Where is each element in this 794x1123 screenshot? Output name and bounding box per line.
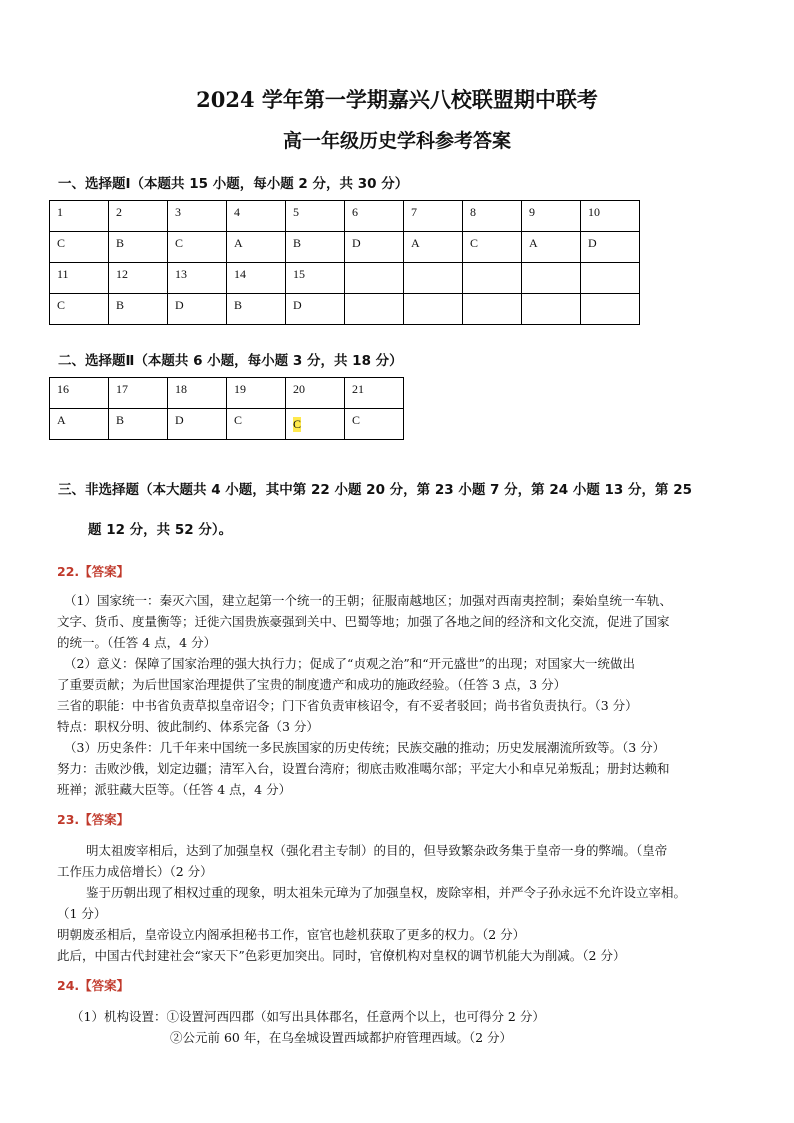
section1-cell bbox=[522, 263, 581, 294]
section2-cell bbox=[345, 378, 404, 409]
section1-cell bbox=[109, 263, 168, 294]
section1-cell-text: A bbox=[234, 236, 243, 250]
q23-line: 鉴于历朝出现了相权过重的现象，明太祖朱元璋为了加强皇权，废除宰相，并严令子孙永远不允许设立宰相。 bbox=[86, 885, 687, 900]
section1-cell bbox=[404, 232, 463, 263]
section2-cell bbox=[227, 409, 286, 440]
section2-cell bbox=[109, 409, 168, 440]
section1-cell bbox=[109, 232, 168, 263]
section2-cell-text: A bbox=[57, 413, 66, 427]
q23-line: 工作压力成倍增长）（2 分） bbox=[57, 864, 213, 879]
section1-cell-text: 11 bbox=[57, 267, 69, 281]
section2-cell bbox=[50, 409, 109, 440]
q22-line: （1）国家统一：秦灭六国，建立起第一个统一的王朝；征服南越地区；加强对西南夷控制；秦始皇统一车轨、 bbox=[64, 593, 672, 608]
section1-cell bbox=[522, 294, 581, 325]
section1-cell bbox=[50, 201, 109, 232]
section1-cell bbox=[227, 263, 286, 294]
section2-row bbox=[50, 378, 404, 409]
section1-cell bbox=[227, 201, 286, 232]
q24-line: ②公元前 60 年，在乌垒城设置西域都护府管理西域。（2 分） bbox=[170, 1030, 513, 1045]
section1-cell-text: B bbox=[116, 236, 125, 250]
q23-line: （1 分） bbox=[57, 906, 107, 921]
section1-cell-text: B bbox=[234, 298, 243, 312]
q22-line: （3）历史条件：几千年来中国统一多民族国家的历史传统；民族交融的推动；历史发展潮流所致等。（3 分） bbox=[64, 740, 666, 755]
section1-row bbox=[50, 201, 640, 232]
section2-cell-text: 21 bbox=[352, 382, 364, 396]
section2-answer-table bbox=[49, 377, 404, 440]
section1-cell-text: 5 bbox=[293, 205, 299, 219]
section2-cell-text: 16 bbox=[57, 382, 69, 396]
section1-cell bbox=[404, 263, 463, 294]
section1-cell bbox=[109, 201, 168, 232]
section1-row bbox=[50, 294, 640, 325]
section1-cell bbox=[168, 201, 227, 232]
section1-cell bbox=[286, 232, 345, 263]
section1-cell bbox=[581, 263, 640, 294]
q23-line: 此后，中国古代封建社会“家天下”色彩更加突出。同时，官僚机构对皇权的调节机能大为削减。（2 分） bbox=[57, 948, 626, 963]
section1-cell bbox=[227, 232, 286, 263]
q23-line: 明朝废丞相后，皇帝设立内阁承担秘书工作，宦官也趁机获取了更多的权力。（2 分） bbox=[57, 927, 526, 942]
section1-cell-text: 3 bbox=[175, 205, 181, 219]
section1-cell bbox=[50, 294, 109, 325]
section2-cell-text: 17 bbox=[116, 382, 128, 396]
q22-line: （2）意义：保障了国家治理的强大执行力；促成了“贞观之治”和“开元盛世”的出现；对国家大一统做出 bbox=[64, 656, 636, 671]
section3-heading-line1: 三、非选择题（本大题共 4 小题，其中第 22 小题 20 分，第 23 小题 7 分，第 24 小题 13 分，第 25 bbox=[58, 482, 693, 498]
q23-label: 23.【答案】 bbox=[57, 812, 130, 827]
q24-line: （1）机构设置：①设置河西四郡（如写出具体郡名，任意两个以上，也可得分 2 分） bbox=[71, 1009, 545, 1024]
section1-cell bbox=[50, 263, 109, 294]
section1-cell bbox=[522, 232, 581, 263]
q22-line: 文字、货币、度量衡等；迁徙六国贵族豪强到关中、巴蜀等地；加强了各地之间的经济和文化交流，促进了国家 bbox=[57, 614, 670, 629]
section1-cell-text: 7 bbox=[411, 205, 417, 219]
q23-line: 明太祖废宰相后，达到了加强皇权（强化君主专制）的目的，但导致繁杂政务集于皇帝一身的弊端。（皇帝 bbox=[86, 843, 668, 858]
section2-cell bbox=[345, 409, 404, 440]
section2-cell bbox=[227, 378, 286, 409]
section1-cell bbox=[345, 232, 404, 263]
section1-cell-text: 9 bbox=[529, 205, 535, 219]
section1-cell-text: 1 bbox=[57, 205, 63, 219]
section1-cell-text: 8 bbox=[470, 205, 476, 219]
section1-cell-text: C bbox=[470, 236, 479, 250]
section1-cell bbox=[463, 201, 522, 232]
section1-cell-text: B bbox=[293, 236, 302, 250]
section2-cell bbox=[168, 378, 227, 409]
q22-line: 三省的职能：中书省负责草拟皇帝诏令；门下省负责审核诏令，有不妥者驳回；尚书省负责执行。（3 分） bbox=[57, 698, 638, 713]
section1-cell bbox=[463, 294, 522, 325]
section1-cell bbox=[404, 294, 463, 325]
section1-cell bbox=[581, 232, 640, 263]
section1-row bbox=[50, 263, 640, 294]
section1-cell-text: C bbox=[57, 298, 66, 312]
section1-cell-text: A bbox=[529, 236, 538, 250]
section2-cell-text: C bbox=[234, 413, 243, 427]
section1-cell-text: D bbox=[293, 298, 302, 312]
section1-cell bbox=[227, 294, 286, 325]
page-title: 2024 学年第一学期嘉兴八校联盟期中联考 bbox=[196, 87, 598, 112]
section2-cell bbox=[168, 409, 227, 440]
section1-cell bbox=[522, 201, 581, 232]
section1-cell bbox=[286, 201, 345, 232]
page-subtitle: 高一年级历史学科参考答案 bbox=[282, 130, 511, 152]
section1-cell-text: A bbox=[411, 236, 420, 250]
section3-heading-line2: 题 12 分，共 52 分）。 bbox=[88, 522, 233, 538]
section1-cell bbox=[345, 294, 404, 325]
section2-cell bbox=[50, 378, 109, 409]
section1-cell-text: 6 bbox=[352, 205, 358, 219]
section1-answer-table bbox=[49, 200, 640, 325]
q22-line: 了重要贡献；为后世国家治理提供了宝贵的制度遗产和成功的施政经验。（任答 3 点，3 分） bbox=[57, 677, 567, 692]
section1-cell bbox=[581, 294, 640, 325]
q22-line: 特点：职权分明、彼此制约、体系完备（3 分） bbox=[57, 719, 319, 734]
section1-cell-text: D bbox=[588, 236, 597, 250]
section1-cell-text: 10 bbox=[588, 205, 600, 219]
section1-cell-text: 15 bbox=[293, 267, 305, 281]
section1-cell-text: B bbox=[116, 298, 125, 312]
section1-cell-text: D bbox=[175, 298, 184, 312]
section2-cell bbox=[286, 378, 345, 409]
section1-cell-text: 14 bbox=[234, 267, 246, 281]
section1-cell-text: 4 bbox=[234, 205, 240, 219]
section2-cell-text: C bbox=[293, 417, 302, 431]
section1-cell-text: 12 bbox=[116, 267, 128, 281]
q22-line: 班禅；派驻藏大臣等。（任答 4 点，4 分） bbox=[57, 782, 292, 797]
q22-line: 的统一。（任答 4 点，4 分） bbox=[57, 635, 217, 650]
section1-cell bbox=[168, 232, 227, 263]
section1-cell-text: C bbox=[57, 236, 66, 250]
q22-line: 努力：击败沙俄，划定边疆；清军入台，设置台湾府；彻底击败准噶尔部；平定大小和卓兄弟叛乱；册封达赖和 bbox=[57, 761, 670, 776]
section1-cell bbox=[168, 294, 227, 325]
section1-cell bbox=[286, 263, 345, 294]
section1-cell bbox=[404, 201, 463, 232]
q24-label: 24.【答案】 bbox=[57, 978, 130, 993]
section2-cell-text: C bbox=[352, 413, 361, 427]
section2-cell-text: D bbox=[175, 413, 184, 427]
section1-cell bbox=[286, 294, 345, 325]
section2-heading: 二、选择题Ⅱ（本题共 6 小题，每小题 3 分，共 18 分） bbox=[58, 353, 403, 369]
section2-cell-text: B bbox=[116, 413, 125, 427]
section1-cell bbox=[463, 263, 522, 294]
q22-label: 22.【答案】 bbox=[57, 564, 130, 579]
section2-cell bbox=[286, 409, 345, 440]
section2-row bbox=[50, 409, 404, 440]
section1-cell-text: 2 bbox=[116, 205, 122, 219]
section1-cell bbox=[345, 201, 404, 232]
section1-row bbox=[50, 232, 640, 263]
section1-heading: 一、选择题Ⅰ（本题共 15 小题，每小题 2 分，共 30 分） bbox=[58, 176, 409, 192]
section1-cell bbox=[50, 232, 109, 263]
section1-cell bbox=[109, 294, 168, 325]
section1-cell-text: C bbox=[175, 236, 184, 250]
section2-cell-text: 18 bbox=[175, 382, 187, 396]
section1-cell bbox=[168, 263, 227, 294]
section2-cell bbox=[109, 378, 168, 409]
section2-cell-text: 20 bbox=[293, 382, 305, 396]
section1-cell bbox=[581, 201, 640, 232]
section1-cell-text: 13 bbox=[175, 267, 187, 281]
section1-cell bbox=[463, 232, 522, 263]
section1-cell bbox=[345, 263, 404, 294]
section1-cell-text: D bbox=[352, 236, 361, 250]
section2-cell-text: 19 bbox=[234, 382, 246, 396]
